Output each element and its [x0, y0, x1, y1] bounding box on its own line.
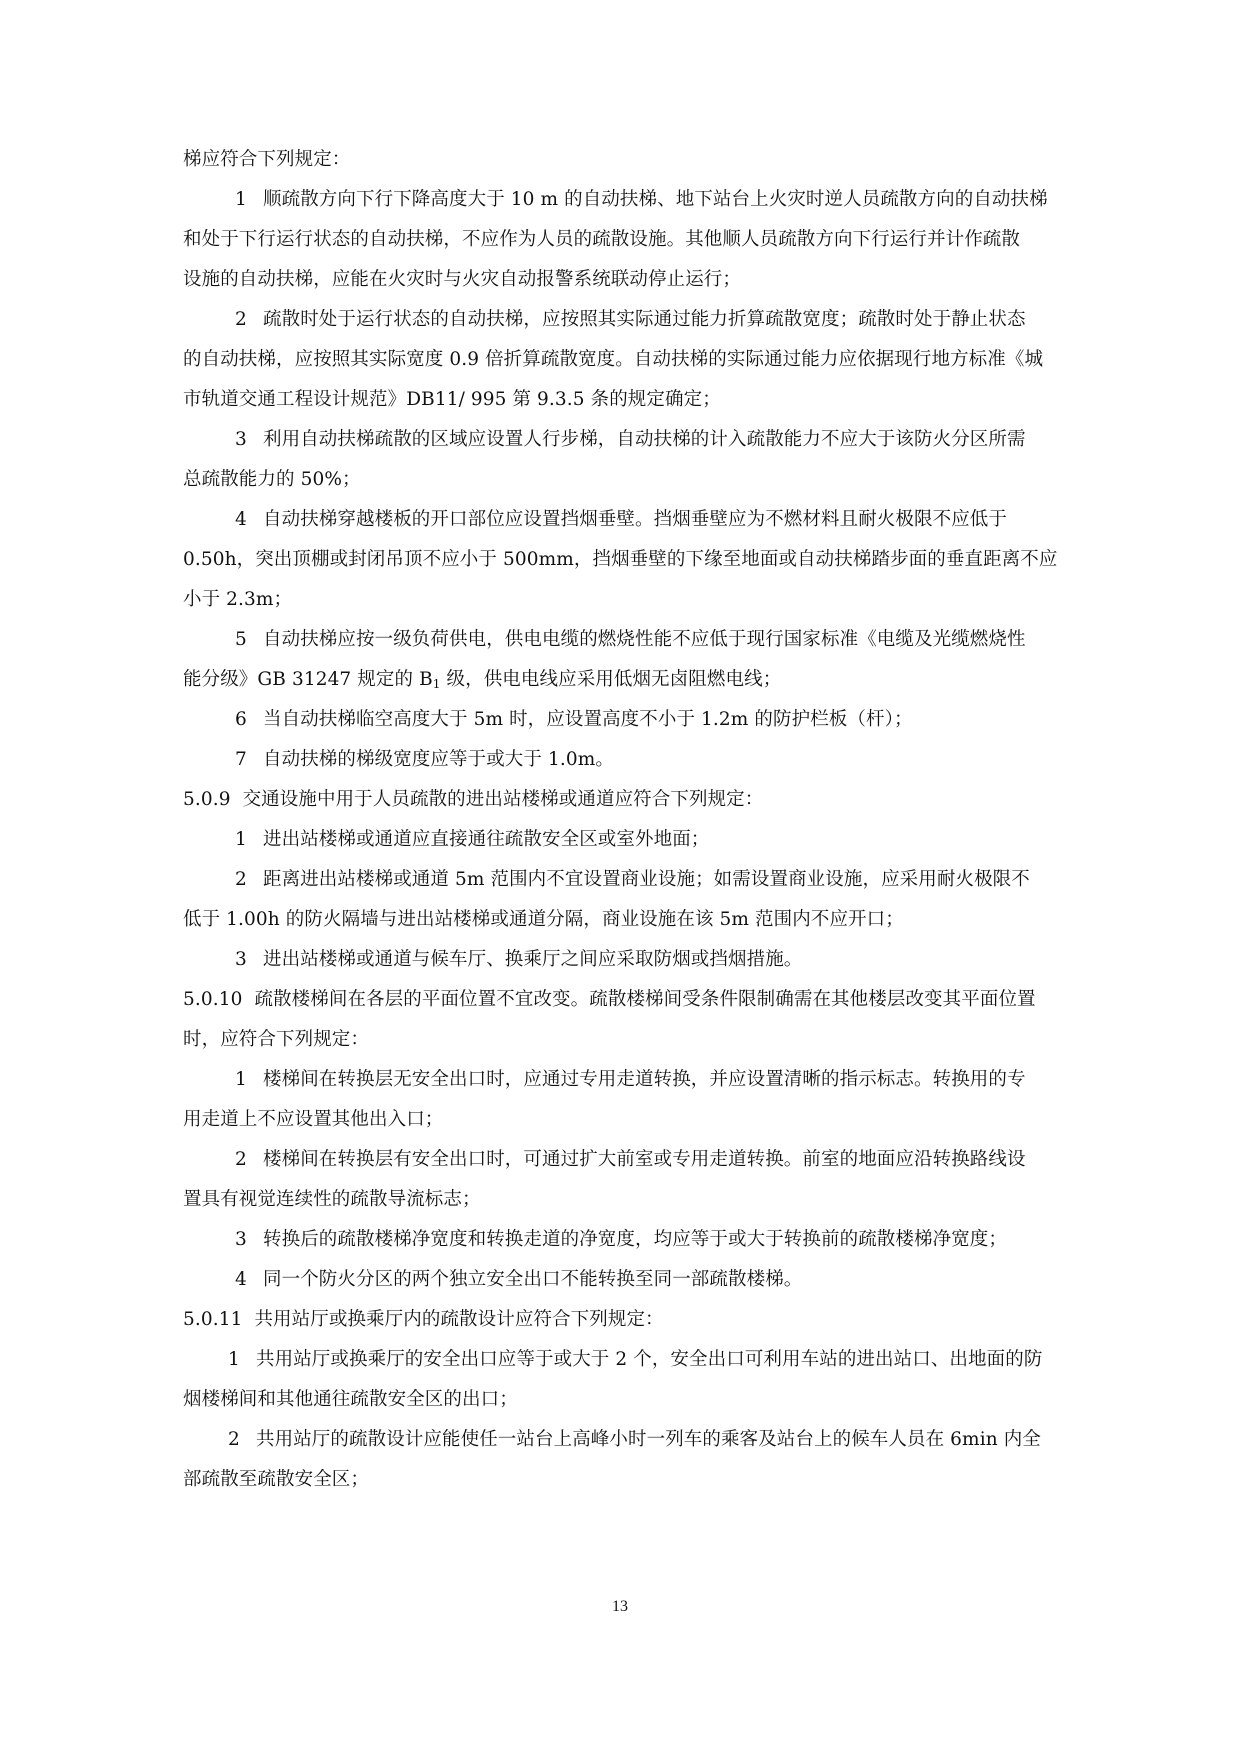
item-number: 1	[235, 829, 247, 850]
text-line	[183, 1020, 1083, 1060]
item-number: 1	[228, 1349, 240, 1370]
list-item	[183, 620, 1083, 660]
line-text: 梯应符合下列规定：	[183, 149, 351, 170]
text-line	[183, 220, 1083, 260]
item-number: 2	[228, 1429, 240, 1450]
list-item	[183, 500, 1083, 540]
line-text: 时，应符合下列规定：	[183, 1029, 370, 1050]
item-number: 7	[235, 749, 247, 770]
item-number: 2	[235, 1149, 247, 1170]
subscript: 1	[432, 677, 441, 691]
line-text: 总疏散能力的 50%；	[183, 469, 361, 490]
item-number: 2	[235, 309, 247, 330]
list-item	[183, 1420, 1083, 1460]
text-line	[183, 1380, 1083, 1420]
item-number: 3	[235, 1229, 247, 1250]
line-text: 进出站楼梯或通道应直接通往疏散安全区或室外地面；	[263, 829, 710, 850]
document-body	[183, 140, 1083, 1500]
list-item	[183, 1220, 1083, 1260]
text-line	[183, 1100, 1083, 1140]
clause-number: 5.0.9	[183, 789, 231, 810]
list-item	[183, 300, 1083, 340]
item-number: 2	[235, 869, 247, 890]
clause-number: 5.0.10	[183, 989, 243, 1010]
text-line	[183, 900, 1083, 940]
list-item	[183, 1340, 1083, 1380]
text-line	[183, 260, 1083, 300]
item-number: 1	[235, 189, 247, 210]
item-number: 4	[235, 509, 247, 530]
text-line	[183, 540, 1083, 580]
list-item	[183, 820, 1083, 860]
text-line	[183, 1460, 1083, 1500]
line-text: 楼梯间在转换层无安全出口时，应通过专用走道转换，并应设置清晰的指示标志。转换用的专	[263, 1069, 1026, 1090]
list-item	[183, 180, 1083, 220]
line-text: 小于 2.3m；	[183, 589, 293, 610]
clause-heading	[183, 980, 1083, 1020]
line-text: 和处于下行运行状态的自动扶梯，不应作为人员的疏散设施。其他顺人员疏散方向下行运行并计作疏散	[183, 229, 1021, 250]
line-text: 利用自动扶梯疏散的区域应设置人行步梯，自动扶梯的计入疏散能力不应大于该防火分区所需	[263, 429, 1026, 450]
line-text: 顺疏散方向下行下降高度大于 10 m 的自动扶梯、地下站台上火灾时逆人员疏散方向的自动扶梯	[263, 189, 1048, 210]
line-text: 置具有视觉连续性的疏散导流标志；	[183, 1189, 481, 1210]
page-number: 13	[612, 1598, 628, 1615]
line-text: 用走道上不应设置其他出入口；	[183, 1109, 444, 1130]
item-number: 1	[235, 1069, 247, 1090]
item-number: 5	[235, 629, 247, 650]
line-text: 共用站厅的疏散设计应能使任一站台上高峰小时一列车的乘客及站台上的候车人员在 6min 内全	[256, 1429, 1041, 1450]
line-text: 楼梯间在转换层有安全出口时，可通过扩大前室或专用走道转换。前室的地面应沿转换路线设	[263, 1149, 1026, 1170]
item-number: 4	[235, 1269, 247, 1290]
line-text: 同一个防火分区的两个独立安全出口不能转换至同一部疏散楼梯。	[263, 1269, 803, 1290]
text-line	[183, 660, 1083, 700]
line-text: 共用站厅或换乘厅的安全出口应等于或大于 2 个，安全出口可利用车站的进出站口、出地面的防	[256, 1349, 1043, 1370]
line-text: 疏散时处于运行状态的自动扶梯，应按照其实际通过能力折算疏散宽度；疏散时处于静止状态	[263, 309, 1026, 330]
item-number: 6	[235, 709, 247, 730]
line-text: 市轨道交通工程设计规范》DB11/ 995 第 9.3.5 条的规定确定；	[183, 389, 721, 410]
list-item	[183, 420, 1083, 460]
line-text: 距离进出站楼梯或通道 5m 范围内不宜设置商业设施；如需设置商业设施，应采用耐火极限不	[263, 869, 1030, 890]
clause-heading	[183, 1300, 1083, 1340]
line-text: 自动扶梯的梯级宽度应等于或大于 1.0m。	[263, 749, 614, 770]
clause-heading	[183, 780, 1083, 820]
line-text: 交通设施中用于人员疏散的进出站楼梯或通道应符合下列规定：	[242, 789, 764, 810]
list-item	[183, 1060, 1083, 1100]
line-text: 进出站楼梯或通道与候车厅、换乘厅之间应采取防烟或挡烟措施。	[263, 949, 803, 970]
line-text: 烟楼梯间和其他通往疏散安全区的出口；	[183, 1389, 518, 1410]
line-text: 0.50h，突出顶棚或封闭吊顶不应小于 500mm，挡烟垂壁的下缘至地面或自动扶梯踏步面的垂直距离不应	[183, 549, 1058, 570]
list-item	[183, 940, 1083, 980]
line-text: 疏散楼梯间在各层的平面位置不宜改变。疏散楼梯间受条件限制确需在其他楼层改变其平面位置	[254, 989, 1036, 1010]
list-item	[183, 1140, 1083, 1180]
clause-number: 5.0.11	[183, 1309, 243, 1330]
line-text: 设施的自动扶梯，应能在火灾时与火灾自动报警系统联动停止运行；	[183, 269, 742, 290]
text-line	[183, 1180, 1083, 1220]
list-item	[183, 740, 1083, 780]
text-line	[183, 380, 1083, 420]
item-number: 3	[235, 429, 247, 450]
line-text: 能分级》GB 31247 规定的 B	[183, 669, 433, 690]
text-line	[183, 460, 1083, 500]
line-text: 当自动扶梯临空高度大于 5m 时，应设置高度不小于 1.2m 的防护栏板（杆）；	[263, 709, 913, 730]
line-text: 部疏散至疏散安全区；	[183, 1469, 370, 1490]
list-item	[183, 700, 1083, 740]
list-item	[183, 1260, 1083, 1300]
line-text: 自动扶梯穿越楼板的开口部位应设置挡烟垂壁。挡烟垂壁应为不燃材料且耐火极限不应低于	[263, 509, 1008, 530]
line-text: 的自动扶梯，应按照其实际宽度 0.9 倍折算疏散宽度。自动扶梯的实际通过能力应依据现行地方标准《城	[183, 349, 1044, 370]
item-number: 3	[235, 949, 247, 970]
line-text: 共用站厅或换乘厅内的疏散设计应符合下列规定：	[254, 1309, 664, 1330]
list-item	[183, 860, 1083, 900]
text-line	[183, 580, 1083, 620]
line-text: 级，供电电线应采用低烟无卤阻燃电线；	[440, 669, 782, 690]
text-line	[183, 340, 1083, 380]
line-text: 转换后的疏散楼梯净宽度和转换走道的净宽度，均应等于或大于转换前的疏散楼梯净宽度；	[263, 1229, 1008, 1250]
line-text: 低于 1.00h 的防火隔墙与进出站楼梯或通道分隔，商业设施在该 5m 范围内不应开口；	[183, 909, 904, 930]
line-text: 自动扶梯应按一级负荷供电，供电电缆的燃烧性能不应低于现行国家标准《电缆及光缆燃烧性	[263, 629, 1026, 650]
text-line	[183, 140, 1083, 180]
